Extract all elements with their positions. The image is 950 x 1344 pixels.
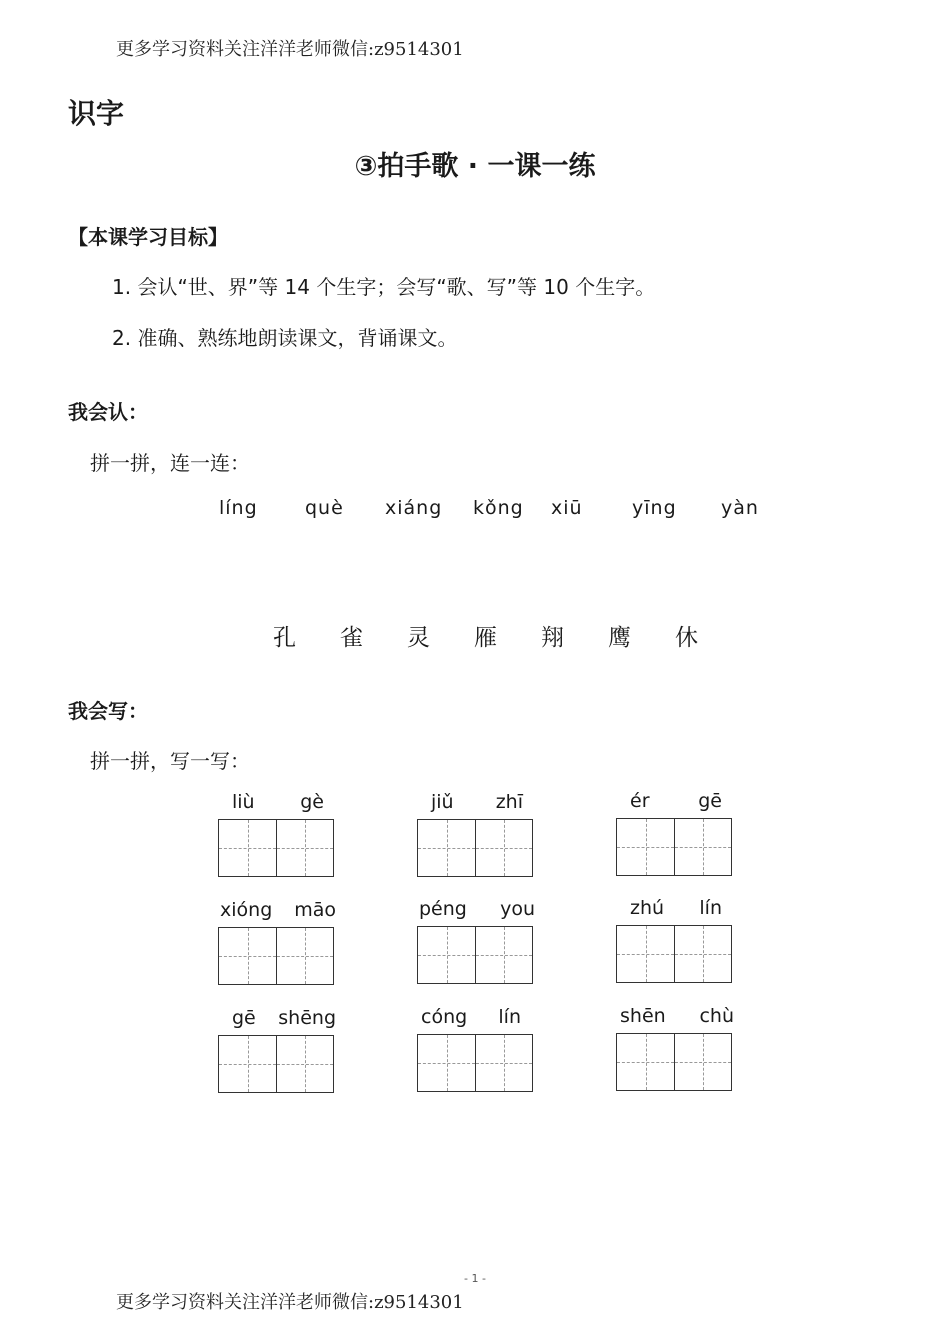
writing-cell[interactable] [219,1036,276,1092]
write-word-group [218,1001,338,1093]
character-item[interactable]: 鹰 [608,625,631,651]
footer-promo: 更多学习资料关注洋洋老师微信:z9514301 [116,1292,464,1313]
writing-grid [218,819,334,877]
pinyin-syllable: cóng [421,1006,468,1028]
goals-heading: 【本课学习目标】 [68,225,228,249]
writing-grid [616,818,732,876]
writing-cell[interactable] [276,928,333,984]
writing-cell[interactable] [276,820,333,876]
recognize-heading: 我会认： [68,400,148,424]
writing-cell[interactable] [475,820,532,876]
pinyin-syllable: liù [232,791,255,813]
writing-cell[interactable] [418,927,475,983]
writing-grid [218,1035,334,1093]
pinyin-syllable: chù [699,1005,734,1027]
writing-grid [417,1034,533,1092]
pinyin-item[interactable]: xiáng [385,497,443,519]
write-word-group [417,892,537,984]
character-item[interactable]: 翔 [541,625,564,651]
pinyin-syllable: gè [300,791,324,813]
writing-cell[interactable] [674,926,731,982]
write-word-group [218,785,338,877]
writing-cell[interactable] [219,928,276,984]
character-item[interactable]: 休 [675,625,698,651]
pinyin-item[interactable]: yàn [721,497,759,519]
write-word-group [616,784,736,876]
writing-cell[interactable] [418,1035,475,1091]
pinyin-syllable: lín [699,897,722,919]
character-item[interactable]: 雁 [474,625,497,651]
write-heading: 我会写： [68,699,148,723]
pinyin-syllable: gē [232,1007,256,1029]
write-word-group [218,893,338,985]
section-title: 识字 [68,97,125,130]
pinyin-item[interactable]: yīng [632,497,677,519]
lesson-title: ③拍手歌 · 一课一练 [354,151,596,182]
goal-item: 2. 准确、熟练地朗读课文，背诵课文。 [112,326,458,350]
write-word-group [616,999,736,1091]
writing-grid [616,1033,732,1091]
pinyin-syllable: you [500,898,535,920]
pinyin-syllable: péng [419,898,467,920]
writing-grid [616,925,732,983]
pinyin-syllable: shēng [278,1007,336,1029]
character-item[interactable]: 灵 [407,625,430,651]
pinyin-item[interactable]: kǒng [473,497,524,519]
writing-cell[interactable] [674,1034,731,1090]
writing-cell[interactable] [617,1034,674,1090]
writing-cell[interactable] [276,1036,333,1092]
pinyin-syllable: māo [294,899,336,921]
write-word-group [417,1000,537,1092]
writing-cell[interactable] [617,819,674,875]
pinyin-item[interactable]: líng [219,497,258,519]
writing-grid [417,926,533,984]
pinyin-syllable: lín [498,1006,521,1028]
pinyin-syllable: shēn [620,1005,666,1027]
pinyin-syllable: zhī [495,791,523,813]
writing-cell[interactable] [219,820,276,876]
writing-cell[interactable] [617,926,674,982]
writing-grid [417,819,533,877]
page-number: - 1 - [464,1272,486,1285]
header-promo: 更多学习资料关注洋洋老师微信:z9514301 [116,39,464,60]
character-item[interactable]: 孔 [273,625,296,651]
character-item[interactable]: 雀 [340,625,363,651]
recognize-instruction: 拼一拼，连一连： [90,451,250,475]
writing-cell[interactable] [418,820,475,876]
pinyin-item[interactable]: què [305,497,344,519]
writing-cell[interactable] [674,819,731,875]
pinyin-item[interactable]: xiū [551,497,583,519]
write-word-group [417,785,537,877]
pinyin-syllable: zhú [630,897,665,919]
writing-grid [218,927,334,985]
goal-item: 1. 会认“世、界”等 14 个生字；会写“歌、写”等 10 个生字。 [112,275,656,299]
write-instruction: 拼一拼，写一写： [90,749,250,773]
pinyin-syllable: xióng [220,899,273,921]
writing-cell[interactable] [475,927,532,983]
pinyin-syllable: ér [630,790,650,812]
pinyin-syllable: gē [698,790,722,812]
write-word-group [616,891,736,983]
writing-cell[interactable] [475,1035,532,1091]
pinyin-syllable: jiǔ [431,791,454,813]
